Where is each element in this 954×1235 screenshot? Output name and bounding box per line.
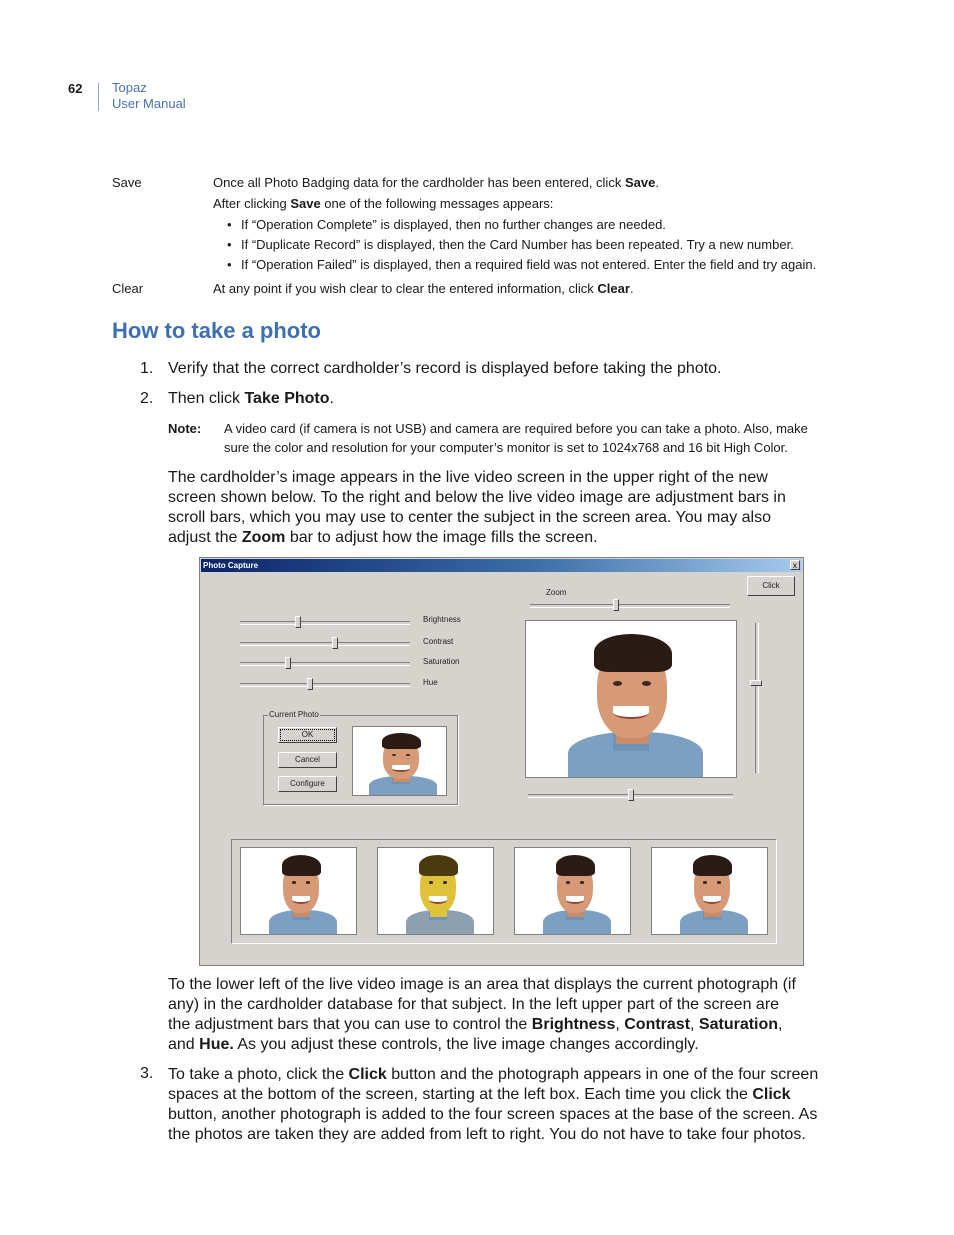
page-number: 62 [68,81,83,96]
paragraph-line: and Hue. As you adjust these controls, the live image changes accordingly. [168,1036,699,1053]
paragraph-line: scroll bars, which you may use to center the subject in the screen area. You may also [168,509,771,526]
vertical-pan-slider-track[interactable] [755,623,759,773]
header-product: Topaz [112,80,147,95]
paragraph-line: screen shown below. To the right and below the live video image are adjustment bars in [168,489,786,506]
zoom-slider-thumb[interactable] [613,599,619,611]
step-number: 1. [140,360,154,377]
paragraph-line: any) in the cardholder database for that subject. In the left upper part of the screen are [168,996,780,1013]
saturation-slider-track[interactable] [240,662,410,666]
paragraph-line: To the lower left of the live video image is an area that displays the current photograph (if [168,976,796,993]
note-label: Note: [168,421,202,436]
portrait-image [556,621,706,778]
click-button[interactable]: Click [747,576,795,596]
close-icon[interactable]: x [790,560,800,570]
portrait-image [363,727,438,796]
live-video-preview [525,620,737,778]
term-save: Save [112,175,142,190]
step-number: 3. [140,1065,154,1082]
step-1-text: Verify that the correct cardholder’s record is displayed before taking the photo. [168,360,722,377]
portrait-image [537,848,612,935]
hue-slider-thumb[interactable] [307,678,313,690]
save-description-line2: After clicking Save one of the following messages appears: [213,196,554,211]
paragraph-line: the adjustment bars that you can use to control the Brightness, Contrast, Saturation, [168,1016,783,1033]
photo-capture-dialog [199,557,804,966]
current-photo [352,726,447,796]
save-description-line1: Once all Photo Badging data for the cardholder has been entered, click Save. [213,175,659,190]
clear-description: At any point if you wish clear to clear the entered information, click Clear. [213,281,634,296]
configure-button[interactable]: Configure [278,776,337,792]
captured-photo-slot[interactable] [240,847,357,935]
save-bullet-item: If “Duplicate Record” is displayed, then the Card Number has been repeated. Try a new number. [241,237,794,252]
portrait-image [400,848,475,935]
term-clear: Clear [112,281,144,296]
ok-button[interactable]: OK [278,727,337,743]
saturation-slider-thumb[interactable] [285,657,291,669]
brightness-slider-track[interactable] [240,621,410,625]
dialog-title: Photo Capture [203,561,259,570]
paragraph-line: adjust the Zoom bar to adjust how the image fills the screen. [168,529,598,546]
step-number: 2. [140,390,154,407]
paragraph-line: The cardholder’s image appears in the live video screen in the upper right of the new [168,469,768,486]
note-line: A video card (if camera is not USB) and camera are required before you can take a photo. Also, make [224,421,808,436]
header-doc-title: User Manual [112,96,186,111]
brightness-label: Brightness [423,615,461,624]
hue-slider-track[interactable] [240,683,410,687]
step-2-text: Then click Take Photo. [168,390,334,407]
portrait-image [674,848,749,935]
current-photo-label: Current Photo [269,710,319,719]
horizontal-pan-slider-thumb[interactable] [628,789,634,801]
captured-photo-slot[interactable] [377,847,494,935]
step-3-line: To take a photo, click the Click button and the photograph appears in one of the four screen [168,1066,819,1083]
zoom-slider-track[interactable] [530,604,730,608]
contrast-label: Contrast [423,637,454,646]
bullet-marker: • [227,237,232,252]
zoom-label: Zoom [546,588,567,597]
captured-photo-slot[interactable] [651,847,768,935]
hue-label: Hue [423,678,438,687]
header-divider [98,83,99,111]
contrast-slider-track[interactable] [240,642,410,646]
section-title: How to take a photo [112,318,321,343]
bullet-marker: • [227,257,232,272]
step-3-line: spaces at the bottom of the screen, starting at the left box. Each time you click the Click [168,1086,791,1103]
save-bullet-item: If “Operation Complete” is displayed, then no further changes are needed. [241,217,666,232]
step-3-line: the photos are taken they are added from left to right. You do not have to take four photos. [168,1126,806,1143]
horizontal-pan-slider-track[interactable] [528,794,733,798]
dialog-titlebar [201,559,802,572]
note-line: sure the color and resolution for your computer’s monitor is set to 1024x768 and 16 bit High Color. [224,440,788,455]
save-bullet-item: If “Operation Failed” is displayed, then a required field was not entered. Enter the field and try again. [241,257,817,272]
saturation-label: Saturation [423,657,460,666]
captured-photo-slot[interactable] [514,847,631,935]
step-3-line: button, another photograph is added to the four screen spaces at the base of the screen. As [168,1106,818,1123]
cancel-button[interactable]: Cancel [278,752,337,768]
contrast-slider-thumb[interactable] [332,637,338,649]
bullet-marker: • [227,217,232,232]
vertical-pan-slider-thumb[interactable] [750,680,762,686]
portrait-image [263,848,338,935]
brightness-slider-thumb[interactable] [295,616,301,628]
